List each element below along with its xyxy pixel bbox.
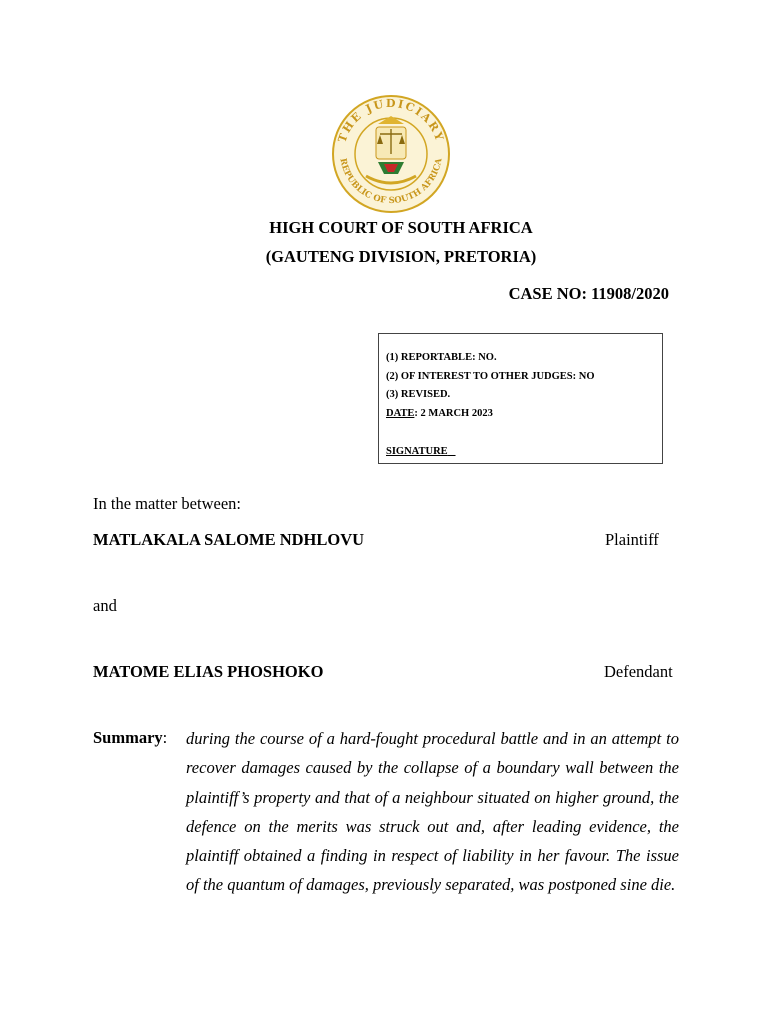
date-value: : 2 MARCH 2023 <box>414 408 493 419</box>
summary-label <box>93 728 167 748</box>
seal-bottom-text: REPUBLIC OF SOUTH AFRICA <box>337 157 445 207</box>
summary-text: during the course of a hard-fought procedural battle and in an attempt to recover damages caused by the collapse of a boundary wall between the plaintiff’s property and that of a neighbour situated on higher ground, the defence on the merits was struck out and, after leading evidence, the plaintiff obtained a finding in respect of liability in her favour. The issue of the quantum of damages, previously separated, was postponed sine die. <box>186 729 679 895</box>
plaintiff-name: MATLAKALA SALOME NDHLOVU <box>93 530 365 549</box>
summary-label-text: Summary <box>93 728 163 747</box>
revised-line: (3) REVISED. <box>386 389 451 400</box>
interest-line: (2) OF INTEREST TO OTHER JUDGES: NO <box>386 371 595 382</box>
summary-colon: : <box>162 728 168 747</box>
court-name: HIGH COURT OF SOUTH AFRICA <box>269 218 533 237</box>
reportable-line: (1) REPORTABLE: NO. <box>386 352 497 363</box>
date-line <box>386 408 493 419</box>
case-number: CASE NO: 11908/2020 <box>508 284 669 303</box>
plaintiff-role: Plaintiff <box>605 530 659 549</box>
court-division: (GAUTENG DIVISION, PRETORIA) <box>265 247 537 266</box>
judiciary-seal <box>326 94 456 214</box>
reportability-box <box>378 333 663 464</box>
date-label: DATE <box>386 408 415 419</box>
matter-intro: In the matter between: <box>93 494 241 513</box>
seal-top-text: THE JUDICIARY <box>335 96 447 145</box>
signature-label: SIGNATURE <box>386 446 448 457</box>
defendant-role: Defendant <box>604 662 673 681</box>
and-connector: and <box>93 596 117 615</box>
signature-line <box>386 446 456 457</box>
defendant-name: MATOME ELIAS PHOSHOKO <box>93 662 324 681</box>
